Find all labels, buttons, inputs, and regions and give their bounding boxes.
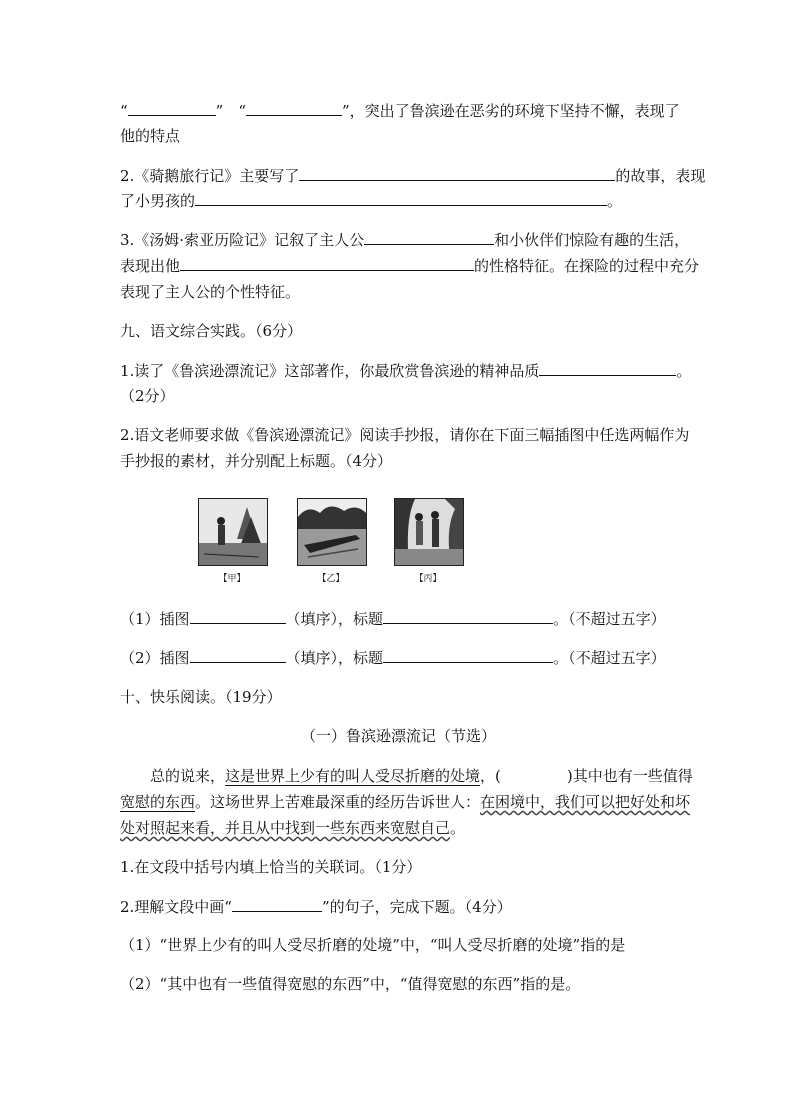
underline-sample — [232, 896, 322, 912]
answer-blank[interactable] — [383, 608, 553, 624]
s9-question-1-line-1 — [120, 360, 691, 381]
illustration-bing — [394, 498, 464, 566]
line-text: ，( — [480, 767, 501, 785]
line-text: 和小伙伴们惊险有趣的生活， — [494, 231, 690, 249]
figure-answer-1 — [120, 608, 666, 629]
line-text: 的性格特征。在探险的过程中充分 — [474, 257, 700, 275]
line-text: 了小男孩的 — [120, 192, 196, 210]
answer-blank[interactable] — [539, 360, 676, 376]
question-2-line-2 — [120, 190, 622, 211]
line-text: 2.理解文段中画“ — [120, 898, 232, 916]
underlined-sentence: 这是世界上少有的叫人受尽折磨的处境 — [225, 767, 481, 785]
line-text: 的故事，表现 — [615, 167, 706, 185]
passage-line-1 — [150, 766, 693, 786]
illustration-bing-image — [395, 499, 463, 565]
line-text: （2）插图 — [120, 649, 190, 667]
caption-bing: 【丙】 — [414, 574, 442, 584]
question-3-line-1 — [120, 229, 689, 250]
figure-answer-2 — [120, 647, 666, 668]
reading-question-2-part-2: （2）“其中也有一些值得宽慰的东西”中，“值得宽慰的东西”指的是。 — [120, 975, 581, 993]
answer-blank[interactable] — [299, 165, 615, 181]
answer-blank[interactable] — [190, 608, 286, 624]
line-text: ”，突出了鲁滨逊在恶劣的环境下坚持不懈，表现了 — [342, 102, 680, 120]
reading-question-2 — [120, 896, 512, 917]
passage-line-2 — [120, 792, 690, 812]
line-text: 。 — [676, 362, 692, 380]
line-text: 2.《骑鹅旅行记》主要写了 — [120, 167, 300, 185]
answer-blank[interactable] — [383, 647, 553, 663]
line-text: （1）插图 — [120, 610, 190, 628]
question-3-line-3: 表现了主人公的个性特征。 — [120, 283, 301, 301]
underlined-sentence: 宽慰的东西 — [120, 793, 196, 811]
passage-line-3 — [120, 818, 465, 838]
line-text: 表现出他 — [120, 257, 181, 275]
question-2-line-1 — [120, 165, 705, 186]
caption-yi: 【乙】 — [317, 574, 345, 584]
answer-blank[interactable] — [246, 100, 342, 116]
question-3-line-2 — [120, 255, 699, 276]
s9-question-1-line-2: （2分） — [120, 387, 175, 405]
line-text: 。 — [450, 819, 466, 837]
line-text: 总的说来， — [150, 767, 226, 785]
section-9-heading: 九、语文综合实践。（6分） — [120, 322, 303, 340]
answer-blank[interactable] — [195, 190, 607, 206]
line-text: 。 — [607, 192, 623, 210]
line-text: 。（不超过五字） — [553, 649, 666, 667]
wavy-sentence: 在困境中，我们可以把好处和坏 — [480, 793, 691, 811]
fill-line-1 — [120, 100, 680, 121]
reading-question-1: 1.在文段中括号内填上恰当的关联词。（1分） — [120, 858, 422, 876]
wavy-sentence: 处对照起来看，并且从中找到一些东西来宽慰自己 — [120, 819, 451, 837]
line-2: 他的特点 — [120, 127, 181, 145]
illustration-yi — [297, 498, 367, 566]
line-text: （填序），标题 — [285, 610, 384, 628]
answer-blank[interactable] — [180, 255, 474, 271]
line-text: ”的句子，完成下题。（4分） — [321, 898, 512, 916]
answer-blank[interactable] — [190, 647, 286, 663]
s9-question-2-line-1: 2.语文老师要求做《鲁滨逊漂流记》阅读手抄报，请你在下面三幅插图中任选两幅作为 — [120, 426, 690, 444]
s9-question-2-line-2: 手抄报的素材，并分别配上标题。（4分） — [120, 452, 393, 470]
line-text: )其中也有一些值得 — [566, 767, 693, 785]
caption-jia: 【甲】 — [218, 574, 246, 584]
line-text: 。这场世界上苦难最深重的经历告诉世人： — [195, 793, 481, 811]
quote-open: “ — [120, 102, 128, 120]
line-text: 3.《汤姆·索亚历险记》记叙了主人公 — [120, 231, 365, 249]
line-text: （填序），标题 — [285, 649, 384, 667]
answer-blank[interactable] — [501, 766, 567, 781]
section-10-heading: 十、快乐阅读。（19分） — [120, 688, 282, 706]
answer-blank[interactable] — [364, 229, 494, 245]
answer-blank[interactable] — [128, 100, 216, 116]
reading-question-2-part-1: （1）“世界上少有的叫人受尽折磨的处境”中，“叫人受尽折磨的处境”指的是 — [120, 936, 626, 954]
illustration-jia — [198, 498, 268, 566]
passage-title: （一）鲁滨逊漂流记（节选） — [301, 727, 497, 745]
line-text: 1.读了《鲁滨逊漂流记》这部著作，你最欣赏鲁滨逊的精神品质 — [120, 362, 540, 380]
line-text: 。（不超过五字） — [553, 610, 666, 628]
illustration-yi-image — [298, 499, 366, 565]
illustration-jia-image — [199, 499, 267, 565]
quote-mid: ” “ — [215, 102, 247, 120]
